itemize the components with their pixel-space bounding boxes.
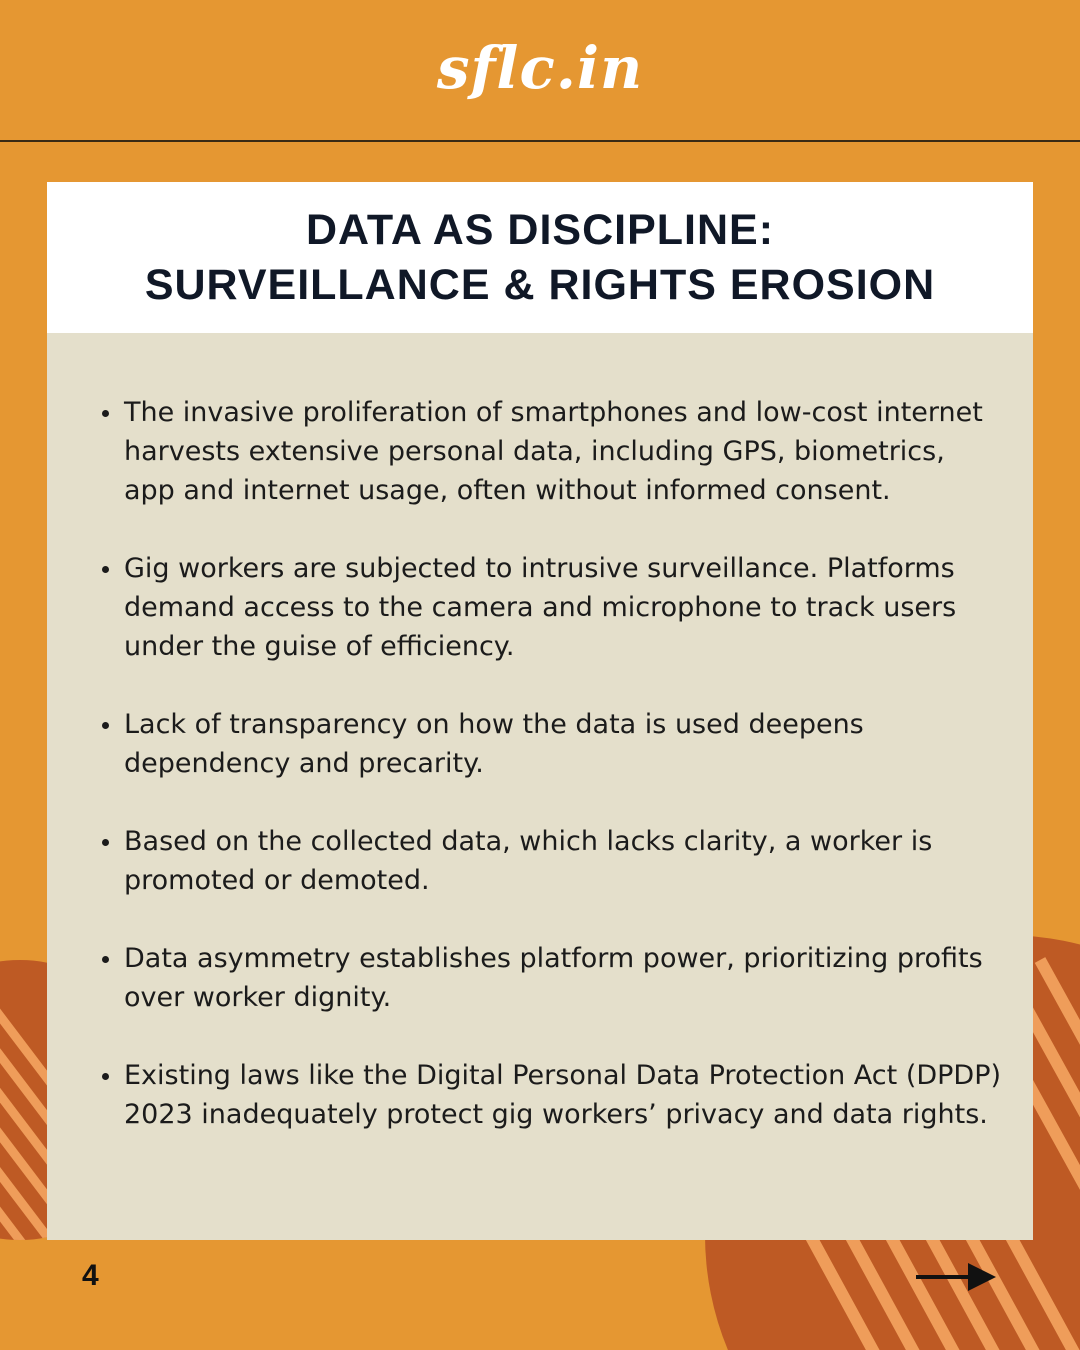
- arrow-right-icon[interactable]: [914, 1260, 998, 1294]
- bullet-item: [47, 705, 1033, 783]
- bullet-item: [47, 939, 1033, 1017]
- card-title-box: [47, 182, 1033, 333]
- bullet-text: Based on the collected data, which lacks clarity, a worker is promoted or demoted.: [124, 826, 933, 896]
- bullet-text: Gig workers are subjected to intrusive surveillance. Platforms demand access to the camera and microphone to track users under the guise of efficiency.: [124, 553, 957, 662]
- bullet-list: [47, 393, 1033, 1173]
- bullet-dot-icon: [102, 410, 109, 417]
- bullet-text: Existing laws like the Digital Personal Data Protection Act (DPDP) 2023 inadequately protect gig workers’ privacy and data rights.: [124, 1060, 1002, 1130]
- header: [0, 0, 1080, 140]
- header-divider: [0, 140, 1080, 142]
- bullet-text: Data asymmetry establishes platform power, prioritizing profits over worker dignity.: [124, 943, 983, 1013]
- sflc-logo[interactable]: sflc.in: [436, 34, 644, 102]
- content-card: [47, 182, 1033, 1240]
- bullet-item: [47, 822, 1033, 900]
- card-title-line-1: DATA AS DISCIPLINE:: [305, 205, 775, 254]
- bullet-text: Lack of transparency on how the data is used deepens dependency and precarity.: [124, 709, 864, 779]
- card-title-line-2: SURVEILLANCE & RIGHTS EROSION: [144, 260, 936, 309]
- page-number: 4: [82, 1259, 99, 1292]
- bullet-item: [47, 549, 1033, 666]
- bullet-dot-icon: [102, 1073, 109, 1080]
- bullet-dot-icon: [102, 566, 109, 573]
- bullet-dot-icon: [102, 839, 109, 846]
- bullet-item: [47, 1056, 1033, 1134]
- bullet-dot-icon: [102, 722, 109, 729]
- bullet-item: [47, 393, 1033, 510]
- bullet-text: The invasive proliferation of smartphones and low-cost internet harvests extensive personal data, including GPS, biometrics, app and internet usage, often without informed consent.: [124, 397, 983, 506]
- card-body: [47, 333, 1033, 1240]
- bullet-dot-icon: [102, 956, 109, 963]
